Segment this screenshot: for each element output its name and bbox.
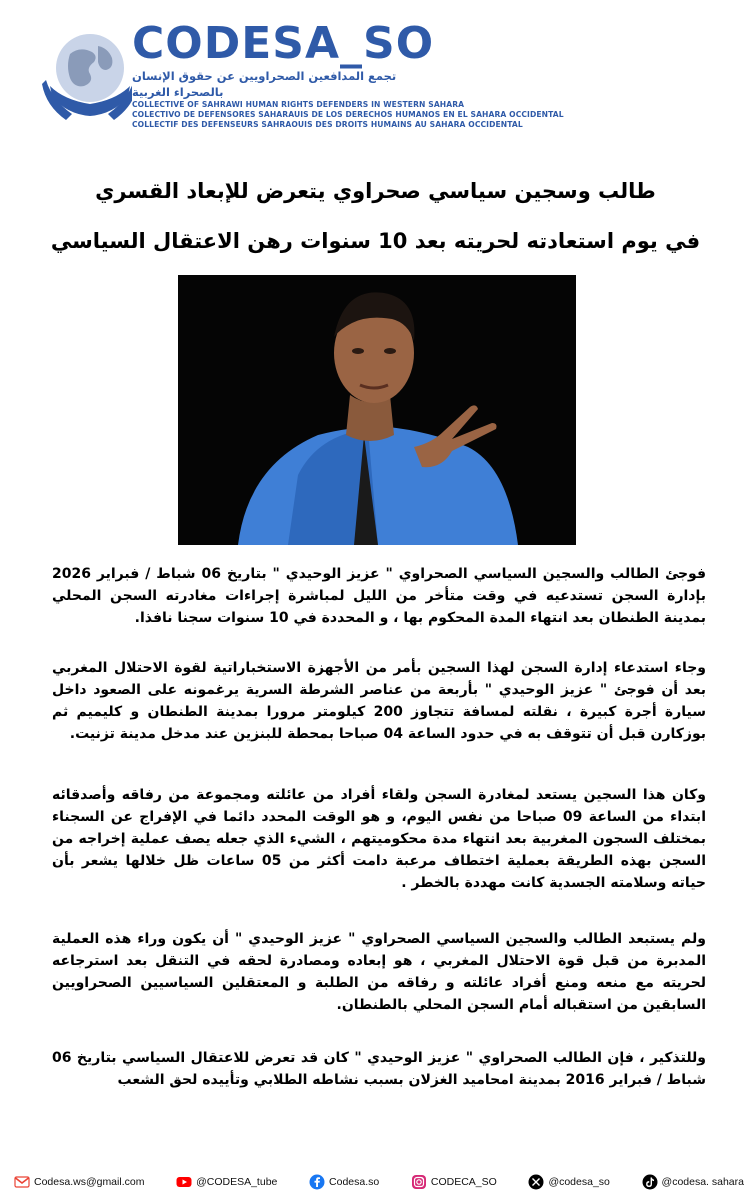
footer-instagram[interactable] <box>411 1174 497 1190</box>
footer-x[interactable] <box>528 1174 609 1190</box>
footer-x-label: @codesa_so <box>548 1176 610 1188</box>
footer-tiktok[interactable] <box>642 1174 744 1190</box>
article-title-line-2: في يوم استعادته لحريته بعد 10 سنوات رهن الاعتقال السياسي <box>50 229 701 253</box>
gmail-icon <box>14 1174 30 1190</box>
header-logo <box>40 18 564 130</box>
footer-youtube[interactable] <box>176 1174 277 1190</box>
paragraph-4: ولم يستبعد الطالب والسجين السياسي الصحراوي " عزيز الوحيدي " أن يكون وراء هذه العملية المدبرة من قبل قوة الاحتلال المغربي ، هو إبعاده ومصادرة لحقه في التنقل بعد استرجاعه لحريته مع منعه ومنع أفراد عائلته و رفاقه من الطلبة و المعتقلين السياسيين الصحراويين السابقين من استقباله أمام السجن المحلي بالطنطان. <box>52 931 706 1013</box>
footer-gmail[interactable] <box>14 1174 144 1190</box>
tiktok-icon <box>642 1174 658 1190</box>
footer-youtube-label: @CODESA_tube <box>196 1176 278 1188</box>
tagline-french: COLLECTIF DES DEFENSEURS SAHRAOUIS DES DROITS HUMAINS AU SAHARA OCCIDENTAL <box>132 120 523 129</box>
paragraph-5: وللتذكير ، فإن الطالب الصحراوي " عزيز الوحيدي " كان قد تعرض للاعتقال السياسي بتاريخ 06 شباط / فبراير 2016 بمدينة امحاميد الغزلان بسبب نشاطه الطلابي وتأييده لحق الشعب <box>52 1050 706 1088</box>
globe-hands-icon <box>40 24 132 128</box>
paragraph-3: وكان هذا السجين يستعد لمغادرة السجن ولقاء أفراد من عائلته ومجموعة من رفاقه وأصدقائه ابتداء من الساعة 09 صباحا من نفس اليوم، و هو الوقت المحدد دائما في الإفراج عن السجناء بمختلف السجون المغربية بعد انتهاء مدة محكوميتهم ، الشيء الذي جعله يصف عملية إخراجه من السجن بهذه الطريقة بعملية اختطاف مرعبة دامت أكثر من 05 ساعات ظل خلالها يشعر بأن حياته وسلامته الجسدية كانت مهددة بالخطر . <box>52 787 706 891</box>
footer-facebook-label: Codesa.so <box>329 1176 380 1188</box>
youtube-icon <box>176 1174 192 1190</box>
footer-gmail-label: Codesa.ws@gmail.com <box>34 1176 145 1188</box>
tagline-english: COLLECTIVE OF SAHRAWI HUMAN RIGHTS DEFENDERS IN WESTERN SAHARA <box>132 100 465 109</box>
facebook-icon <box>309 1174 325 1190</box>
portrait-image <box>178 275 576 545</box>
tagline-arabic: تجمع المدافعين الصحراويين عن حقوق الإنسان بالصحراء الغربية <box>132 69 397 99</box>
brand-name: CODESA_SO <box>132 18 435 69</box>
instagram-icon <box>411 1174 427 1190</box>
paragraph-1: فوجئ الطالب والسجين السياسي الصحراوي " عزيز الوحيدي " بتاريخ 06 شباط / فبراير 2026 بإدارة السجن تستدعيه في وقت متأخر من الليل لمباشرة إجراءات مغادرته السجن المحلي بمدينة الطنطان بعد انتهاء المدة المحكوم بها ، و المحددة في 10 سنوات سجنا نافذا. <box>52 566 706 626</box>
article-title-line-1: طالب وسجين سياسي صحراوي يتعرض للإبعاد القسري <box>95 179 656 203</box>
article-photo <box>178 275 576 545</box>
footer-tiktok-label: @codesa. sahara <box>661 1176 744 1188</box>
footer-instagram-label: CODECA_SO <box>430 1176 497 1188</box>
footer-facebook[interactable] <box>309 1174 379 1190</box>
footer-contacts <box>14 1170 744 1194</box>
tagline-spanish: COLECTIVO DE DEFENSORES SAHARAUIS DE LOS DERECHOS HUMANOS EN EL SAHARA OCCIDENTAL <box>132 110 564 119</box>
paragraph-2: وجاء استدعاء إدارة السجن لهذا السجين بأمر من الأجهزة الاستخباراتية لقوة الاحتلال المغربي بعد أن فوجئ " عزيز الوحيدي " بأربعة من عناصر الشرطة السرية يرغمونه على الصعود داخل سيارة أجرة كبيرة ، نقلته لمسافة تتجاوز 200 كيلومتر مرورا بمدينة الطنطان و كليميم ثم بوزكارن قبل أن تتوقف به في حدود الساعة 04 صباحا بمحطة للبنزين عند مدخل مدينة تزنيت. <box>52 660 706 742</box>
x-icon <box>528 1174 544 1190</box>
